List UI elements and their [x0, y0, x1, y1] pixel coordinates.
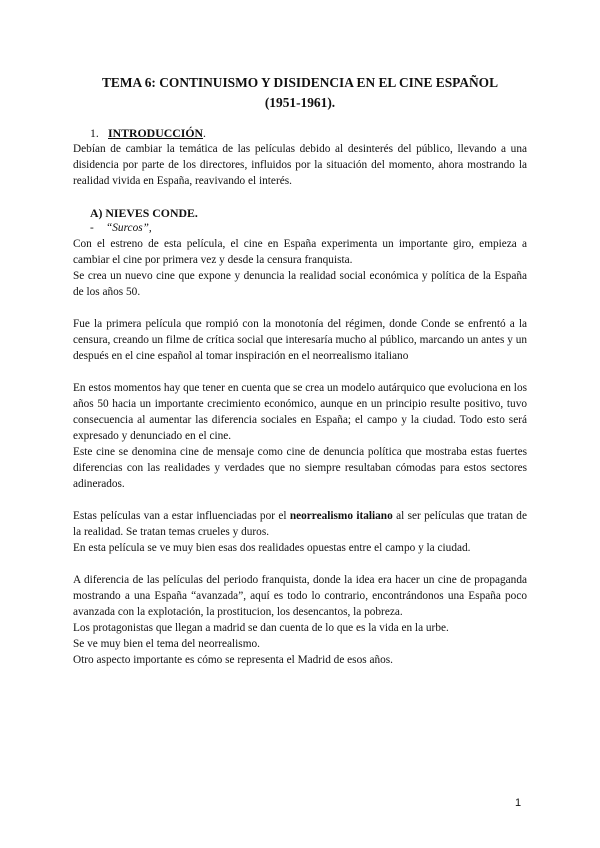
film-title: “Surcos”, [106, 222, 152, 234]
paragraph: Este cine se denomina cine de mensaje como cine de denuncia política que mostraba estas fuertes diferencias con las realidades y verdades que no siempre resultaban cómodas para estos sectores adinerados. [73, 446, 527, 490]
bullet-dash: - [90, 222, 94, 234]
section-heading-label: INTRODUCCIÓN [108, 126, 204, 140]
paragraph: Otro aspecto importante es cómo se representa el Madrid de esos años. [73, 654, 393, 666]
section-heading-period: . [203, 126, 206, 140]
page-number: 1 [515, 797, 522, 809]
paragraph: Los protagonistas que llegan a madrid se dan cuenta de lo que es la vida en la urbe. [73, 622, 449, 634]
document-title-dates: (1951-1961). [264, 95, 336, 110]
paragraph: Fue la primera película que rompió con la monotonía del régimen, donde Conde se enfrentó a la censura, creando un filme de crítica social que interesaría mucho al público, marcando un antes y un después en el cine español al tomar inspiración en el neorrealismo italiano [73, 318, 527, 362]
bold-term: neorrealismo italiano [289, 510, 393, 522]
subsection-heading-nieves-conde: A) NIEVES CONDE. [90, 206, 198, 220]
document-title: TEMA 6: CONTINUISMO Y DISIDENCIA EN EL CINE ESPAÑOL [101, 75, 499, 90]
paragraph: Se crea un nuevo cine que expone y denuncia la realidad social económica y política de la España de los años 50. [73, 270, 527, 298]
paragraph-text: al ser películas que tratan de la realidad. Se tratan temas crueles y duros. [73, 510, 527, 538]
paragraph: A diferencia de las películas del periodo franquista, donde la idea era hacer un cine de propaganda mostrando a una España “avanzada”, aquí es todo lo contrario, encontrándonos una España poco avanzada con la explotación, la prostitucion, los desencantos, la pobreza. [73, 574, 527, 618]
paragraph-text: Estas películas van a estar influenciadas por el [73, 510, 290, 522]
paragraph: En estos momentos hay que tener en cuenta que se crea un modelo autárquico que evoluciona en los años 50 hacia un importante crecimiento económico, aunque en un principio resulte positivo, tuvo consecuencia al aumentar las diferencia sociales en España; el campo y la ciudad. Todo esto será expresado y denunciado en el cine. [73, 382, 527, 442]
paragraph: En esta película se ve muy bien esas dos realidades opuestas entre el campo y la ciudad. [73, 542, 471, 554]
paragraph: Se ve muy bien el tema del neorrealismo. [73, 638, 260, 650]
section-number: 1. [90, 126, 99, 140]
film-bullet [90, 220, 152, 236]
paragraph: Con el estreno de esta película, el cine en España experimenta un importante giro, empieza a cambiar el cine por primera vez y desde la censura franquista. [73, 238, 527, 266]
paragraph-neorrealismo [73, 508, 527, 540]
intro-paragraph: Debían de cambiar la temática de las películas debido al desinterés del público, llevando a una disidencia por parte de los directores, influidos por la situación del momento, ahora mostrando la realidad vivida en España, reavivando el interés. [73, 143, 527, 187]
section-heading-introduccion [90, 125, 206, 141]
